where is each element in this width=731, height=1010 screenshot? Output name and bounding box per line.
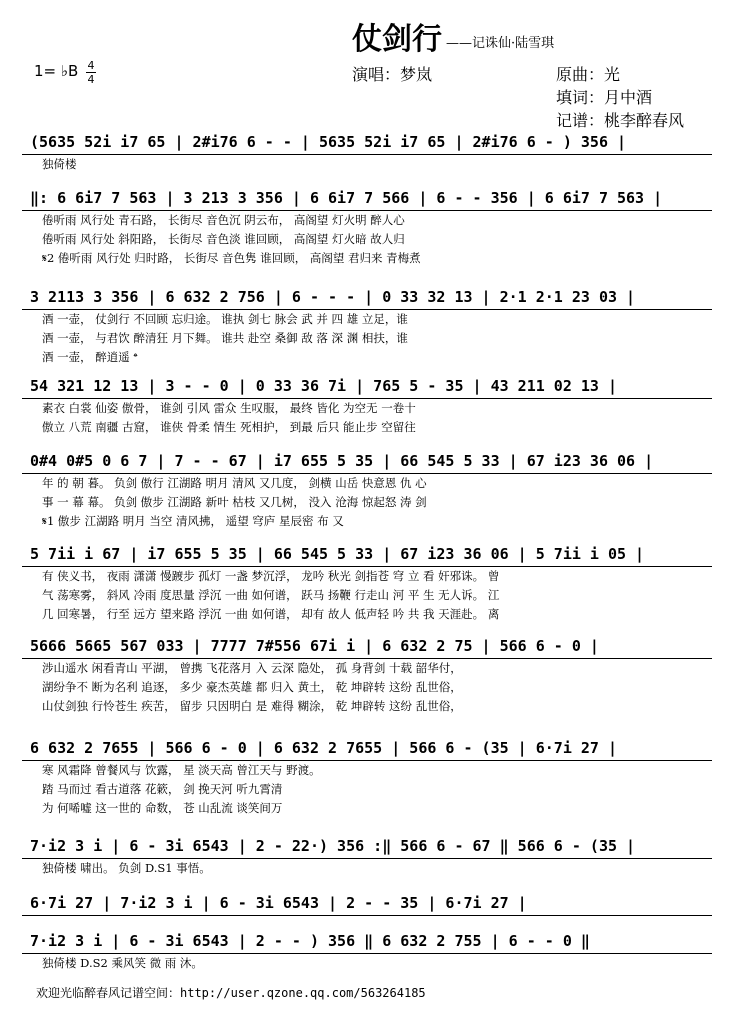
lyric-line: 几 回寒暑， 行至 远方 望来路 浮沉 一曲 如何谱， 却有 故人 低声轻 吟 共 我 天涯赴。 离 (42, 607, 500, 621)
lyric-line: 湖纷争不 断为名利 追逐， 多少 豪杰英雄 都 归入 黄土， 乾 坤辟转 这纷 乱世俗， (42, 680, 462, 694)
notation-line (22, 632, 712, 659)
jianpu-notes: 7·i2 3 i | 6 - 3i 6543 | 2 - 22·) 356 :‖ 566 6 - 67 ‖ 566 6 - (35 | (30, 837, 636, 855)
music-system (22, 447, 712, 531)
lyric-line: 倦听雨 风行处 斜阳路， 长街尽 音色淡 谁回顾， 高阁望 灯火暗 故人归 (42, 232, 405, 246)
notation-line (22, 734, 712, 761)
jianpu-notes: 6·7i 27 | 7·i2 3 i | 6 - 3i 6543 | 2 - - 35 | 6·7i 27 | (30, 894, 527, 912)
jianpu-notes: 7·i2 3 i | 6 - 3i 6543 | 2 - - ) 356 ‖ 6 632 2 755 | 6 - - 0 ‖ (30, 932, 590, 950)
lyric-line: 独倚楼 (42, 157, 77, 171)
music-system (22, 632, 712, 716)
music-system (22, 734, 712, 818)
singer-credit: 演唱：梦岚 (352, 65, 433, 84)
lyric-line: 独倚楼 D.S2 乘风笑 微 雨 沐。 (42, 956, 203, 970)
jianpu-notes: 5 7ii i 67 | i7 655 5 35 | 66 545 5 33 | 67 i23 36 06 | 5 7ii i 05 | (30, 545, 645, 563)
jianpu-notes: ‖: 6 6i7 7 563 | 3 213 3 356 | 6 6i7 7 566 | 6 - - 356 | 6 6i7 7 563 | (30, 189, 663, 207)
music-system (22, 372, 712, 437)
jianpu-notes: (5635 52i i7 65 | 2#i76 6 - - | 5635 52i i7 65 | 2#i76 6 - ) 356 | (30, 133, 627, 151)
lyric-line: 事 一 幕 幕。 负剑 傲步 江湖路 新叶 枯枝 又几树， 没入 沧海 惊起怒 涛 剑 (42, 495, 427, 509)
music-system (22, 283, 712, 367)
notation-line (22, 447, 712, 474)
lyric-line: 酒 一壶， 与君饮 醉清狂 月下舞。 谁共 赴空 桑御 敌 落 深 渊 相扶，谁 (42, 331, 408, 345)
lyric-line: 独倚楼 啸出。 负剑 D.S1 事悟。 (42, 861, 211, 875)
lyric-line: 酒 一壶， 醉逍遥 𝄌 (42, 350, 138, 364)
lyric-line: 为 何唏嘘 这一世的 命数， 苍 山乱流 谈笑间万 (42, 801, 283, 815)
lyric-line: 气 荡寒雾， 斜风 冷雨 度思量 浮沉 一曲 如何谱， 跃马 扬鞭 行走山 河 平 生 无人诉。 江 (42, 588, 500, 602)
notation-line (22, 128, 712, 155)
music-system (22, 832, 712, 878)
lyric-line: 傲立 八荒 南疆 古窟， 谁侠 骨柔 情生 死相护， 到最 后只 能止步 空留往 (42, 420, 416, 434)
lyric-line: 𝄋1 傲步 江湖路 明月 当空 清风拂， 遥望 穹庐 星辰密 布 又 (42, 514, 344, 528)
meter-bottom: 4 (87, 73, 95, 86)
lyric-line: 酒 一壶， 仗剑行 不回顾 忘归途。 谁执 剑七 脉会 武 并 四 雄 立足，谁 (42, 312, 408, 326)
notation-line (22, 372, 712, 399)
meter-top: 4 (87, 59, 95, 72)
music-system (22, 184, 712, 268)
notation-line (22, 889, 712, 916)
lyric-line: 寒 风霜降 曾餐风与 饮露， 星 淡天高 曾江天与 野渡。 (42, 763, 321, 777)
music-system (22, 889, 712, 916)
music-system (22, 540, 712, 624)
jianpu-notes: 54 321 12 13 | 3 - - 0 | 0 33 36 7i | 765 5 - 35 | 43 211 02 13 | (30, 377, 617, 395)
transcriber-credit: 记谱：桃李醉春风 (556, 111, 685, 130)
jianpu-notes: 6 632 2 7655 | 566 6 - 0 | 6 632 2 7655 | 566 6 - (35 | 6·7i 27 | (30, 739, 617, 757)
composer-credit: 原曲：光 (556, 65, 621, 84)
jianpu-notes: 3 2113 3 356 | 6 632 2 756 | 6 - - - | 0 33 32 13 | 2·1 2·1 23 03 | (30, 288, 636, 306)
lyric-line: 有 侠义书， 夜雨 潇潇 慢踱步 孤灯 一盏 梦沉浮， 龙吟 秋光 剑指苍 穹 立 看 奸邪诛。 曾 (42, 569, 500, 583)
lyric-line: 𝄋2 倦听雨 风行处 归时路， 长街尽 音色隽 谁回顾， 高阁望 君归来 青梅煮 (42, 251, 421, 265)
jianpu-notes: 5666 5665 567 033 | 7777 7#556 67i i | 6 632 2 75 | 566 6 - 0 | (30, 637, 599, 655)
lyric-line: 涉山遥水 闲看青山 平湖， 曾携 飞花落月 入 云深 隐处， 孤 身背剑 十载 韶华付， (42, 661, 462, 675)
notation-line (22, 832, 712, 859)
notation-line (22, 184, 712, 211)
music-system (22, 128, 712, 174)
lyric-line: 踏 马而过 看古道落 花簌， 剑 挽天河 听九霄清 (42, 782, 283, 796)
notation-line (22, 283, 712, 310)
lyric-line: 山仗剑独 行怜苍生 疾苦， 留步 只因明白 是 难得 糊涂， 乾 坤辟转 这纷 乱世俗， (42, 699, 462, 713)
time-signature (86, 60, 96, 85)
notation-line (22, 927, 712, 954)
music-system (22, 927, 712, 973)
jianpu-notes: 0#4 0#5 0 6 7 | 7 - - 67 | i7 655 5 35 | 66 545 5 33 | 67 i23 36 06 | (30, 452, 654, 470)
lyric-line: 素衣 白裳 仙姿 傲骨， 谁剑 引风 雷众 生叹服， 最终 皆化 为空无 一卷十 (42, 401, 416, 415)
song-title: 仗剑行 (352, 22, 442, 57)
key-signature: 1= ♭B (34, 62, 79, 80)
notation-line (22, 540, 712, 567)
lyric-line: 倦听雨 风行处 青石路， 长街尽 音色沉 阴云布， 高阁望 灯火明 醉人心 (42, 213, 405, 227)
song-subtitle: ——记诛仙·陆雪琪 (446, 36, 555, 51)
footer-credit: 欢迎光临醉春风记谱空间：http://user.qzone.qq.com/563264185 (36, 986, 426, 1000)
lyricist-credit: 填词：月中酒 (556, 88, 653, 107)
lyric-line: 年 的 朝 暮。 负剑 傲行 江湖路 明月 清风 又几度， 剑横 山岳 快意恩 仇 心 (42, 476, 427, 490)
